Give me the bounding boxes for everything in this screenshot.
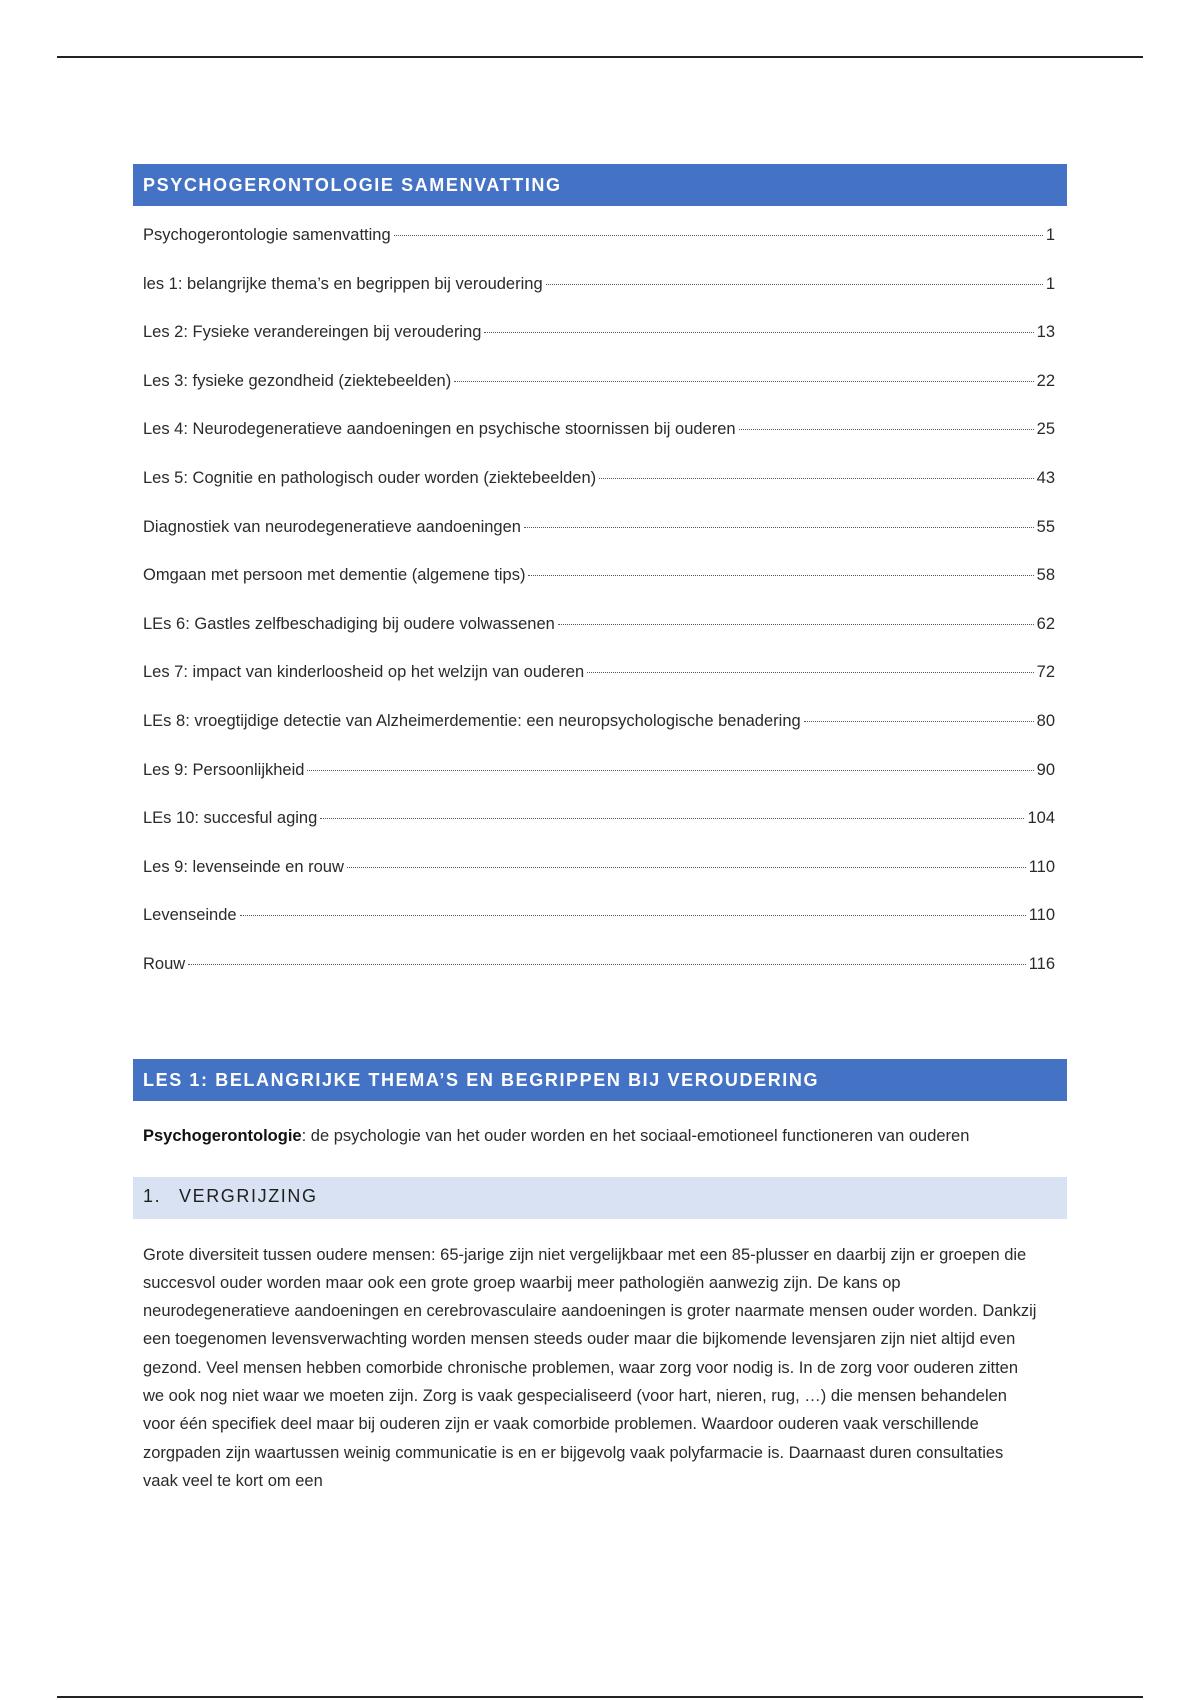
toc-entry[interactable] [143,663,1055,712]
toc-dot-leader [587,672,1033,673]
toc-dot-leader [347,867,1026,868]
toc-entry[interactable] [143,955,1055,1004]
toc-entry-page: 22 [1036,371,1055,390]
toc-entry[interactable] [143,761,1055,810]
toc-entry-page: 110 [1028,857,1055,876]
toc-dot-leader [454,381,1033,382]
definition-text: : de psychologie van het ouder worden en het sociaal-emotioneel functioneren van ouderen [301,1126,970,1145]
toc-entry[interactable] [143,469,1055,518]
toc-dot-leader [307,770,1033,771]
subsection-number: 1. [143,1185,162,1206]
toc-entry-page: 43 [1036,468,1055,487]
toc-dot-leader [739,429,1034,430]
toc-dot-leader [188,964,1026,965]
toc-entry[interactable] [143,226,1055,275]
toc-entry-page: 58 [1036,566,1055,585]
toc-entry-page: 1 [1045,226,1055,244]
toc-entry-title: Diagnostiek van neurodegeneratieve aandoeningen [143,517,521,536]
toc-heading: PSYCHOGERONTOLOGIE SAMENVATTING [133,164,1067,206]
toc-entry-page: 116 [1028,954,1055,973]
toc-entry-page: 80 [1036,711,1055,730]
toc-entry-title: Psychogerontologie samenvatting [143,226,391,244]
toc-dot-leader [240,915,1026,916]
toc-dot-leader [484,332,1033,333]
toc-entry[interactable] [143,323,1055,372]
toc-entry-page: 13 [1036,323,1055,342]
toc-entry[interactable] [143,372,1055,421]
table-of-contents [133,226,1067,1004]
toc-dot-leader [804,721,1034,722]
toc-entry-page: 104 [1027,809,1055,828]
toc-entry-page: 90 [1036,760,1055,779]
toc-dot-leader [546,284,1043,285]
toc-entry-page: 55 [1036,517,1055,536]
section-heading: LES 1: BELANGRIJKE THEMA’S EN BEGRIPPEN BIJ VEROUDERING [133,1059,1067,1101]
body-paragraph: Grote diversiteit tussen oudere mensen: 65-jarige zijn niet vergelijkbaar met een 85-plusser en daarbij zijn er groepen die succesvol ouder worden maar ook een grote groep waarbij meer pathologiën aanwezig zijn. De kans op neurodegeneratieve aandoeningen en cerebrovasculaire aandoeningen is groter naarmate mensen ouder worden. Dankzij een toegenomen levensverwachting worden mensen steeds ouder maar die bijkomende levensjaren zijn niet altijd even gezond. Veel mensen hebben comorbide chronische problemen, waar zorg voor nodig is. In de zorg voor ouderen zitten we ook nog niet waar we moeten zijn. Zorg is vaak gespecialiseerd (voor hart, nieren, rug, …) die mensen behandelen voor één specifiek deel maar bij ouderen zijn er vaak comorbide problemen. Waardoor ouderen vaak verschillende zorgpaden zijn waartussen weinig communicatie is en er bijgevolg vaak polyfarmacie is. Daarnaast duren consultaties vaak veel te kort om een [143,1245,1037,1490]
definition-term: Psychogerontologie [143,1126,302,1145]
toc-entry-title: Les 2: Fysieke verandereingen bij veroudering [143,323,482,342]
toc-entry-title: Rouw [143,954,186,973]
toc-entry-title: Les 4: Neurodegeneratieve aandoeningen en psychische stoornissen bij ouderen [143,420,736,439]
toc-entry[interactable] [143,518,1055,567]
toc-entry-title: Les 9: Persoonlijkheid [143,760,305,779]
subsection-heading [133,1177,1067,1219]
toc-entry[interactable] [143,906,1055,955]
document-page [133,164,1067,1512]
subsection-title: VERGRIJZING [179,1185,318,1206]
toc-entry[interactable] [143,566,1055,615]
toc-entry-title: Omgaan met persoon met dementie (algemene tips) [143,566,526,585]
toc-entry-title: les 1: belangrijke thema’s en begrippen bij veroudering [143,274,543,293]
toc-entry-title: Les 5: Cognitie en pathologisch ouder worden (ziektebeelden) [143,468,597,487]
toc-dot-leader [599,478,1034,479]
toc-entry-title: LEs 8: vroegtijdige detectie van Alzheimerdementie: een neuropsychologische benadering [143,711,801,730]
toc-entry-page: 62 [1036,614,1055,633]
toc-dot-leader [394,235,1043,236]
toc-entry-page: 72 [1036,663,1055,682]
toc-entry[interactable] [143,275,1055,324]
toc-entry-title: Les 7: impact van kinderloosheid op het welzijn van ouderen [143,663,585,682]
toc-entry-title: Levenseinde [143,906,237,925]
toc-dot-leader [524,527,1034,528]
definition-paragraph [133,1123,1067,1149]
toc-entry[interactable] [143,858,1055,907]
toc-entry[interactable] [143,420,1055,469]
toc-entry-page: 1 [1045,274,1055,293]
toc-dot-leader [558,624,1034,625]
toc-entry-title: Les 9: levenseinde en rouw [143,857,344,876]
toc-entry-page: 110 [1028,906,1055,925]
toc-entry-title: LEs 6: Gastles zelfbeschadiging bij oudere volwassenen [143,614,555,633]
bottom-rule [57,1696,1143,1698]
top-rule [57,56,1143,58]
toc-entry[interactable] [143,809,1055,858]
toc-dot-leader [320,818,1024,819]
toc-entry[interactable] [143,712,1055,761]
toc-entry-title: LEs 10: succesful aging [143,809,318,828]
toc-dot-leader [528,575,1033,576]
toc-entry-page: 25 [1036,420,1055,439]
toc-entry[interactable] [143,615,1055,664]
toc-entry-title: Les 3: fysieke gezondheid (ziektebeelden) [143,371,452,390]
